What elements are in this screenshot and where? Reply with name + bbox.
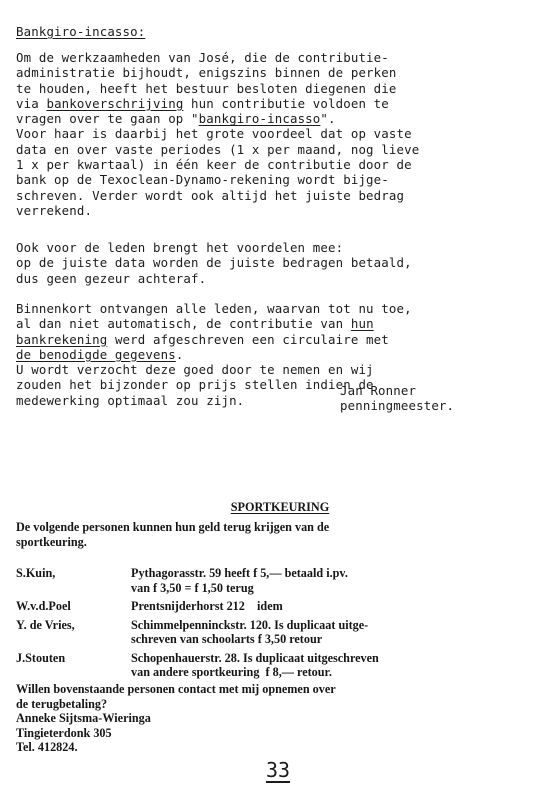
signature-role: penningmeester. bbox=[340, 398, 455, 414]
text-line: Schimmelpenninckstr. 120. Is duplicaat uitge- bbox=[131, 617, 369, 632]
sportkeuring-closing bbox=[16, 682, 546, 755]
text-line: verrekend. bbox=[16, 202, 93, 218]
refund-entry-name: Y. de Vries, bbox=[16, 617, 75, 632]
text-line: op de juiste data worden de juiste bedragen betaald, bbox=[16, 255, 412, 271]
text-line bbox=[16, 316, 556, 331]
bankgiro-heading-text: Bankgiro-incasso: bbox=[16, 24, 146, 39]
text-line: Ook voor de leden brengt het voordelen mee: bbox=[16, 240, 344, 255]
refund-entry-detail bbox=[131, 618, 546, 647]
text-line: sportkeuring. bbox=[16, 534, 87, 549]
refund-entry bbox=[16, 651, 546, 680]
text-line: Willen bovenstaande personen contact met mij opnemen over bbox=[16, 682, 336, 696]
underlined-text: de benodigde gegevens bbox=[16, 346, 176, 362]
text-line bbox=[16, 347, 556, 362]
text-line: De volgende personen kunnen hun geld terug krijgen van de bbox=[16, 520, 330, 534]
refund-entry bbox=[16, 618, 546, 647]
text-line: Schopenhauerstr. 28. Is duplicaat uitgeschreven bbox=[131, 650, 379, 665]
text-line: schreven van schoolarts f 3,50 retour bbox=[131, 632, 323, 646]
text-run: . bbox=[175, 346, 184, 362]
text-line: van f 3,50 = f 1,50 terug bbox=[131, 580, 254, 595]
page-number: 33 bbox=[265, 758, 291, 782]
sportkeuring-intro bbox=[16, 520, 546, 549]
text-line: Binnenkort ontvangen alle leden, waarvan tot nu toe, bbox=[16, 301, 412, 316]
text-line: Anneke Sijtsma-Wieringa bbox=[16, 711, 151, 725]
text-line: Tingieterdonk 305 bbox=[16, 725, 112, 740]
text-run: werd afgeschreven een circulaire met bbox=[107, 331, 389, 347]
text-line: de terugbetaling? bbox=[16, 696, 108, 711]
text-line: Tel. 412824. bbox=[16, 740, 78, 754]
text-line: te houden, heeft het bestuur besloten diegenen die bbox=[16, 80, 397, 96]
refund-entry bbox=[16, 599, 546, 614]
text-line: U wordt verzocht deze goed door te nemen en wij bbox=[16, 362, 374, 378]
text-line: data en over vaste periodes (1 x per maand, nog lieve bbox=[16, 141, 420, 157]
text-run: vragen over te gaan op " bbox=[16, 111, 199, 127]
text-line: bank op de Texoclean-Dynamo-rekening wordt bijge- bbox=[16, 172, 389, 188]
text-run: via bbox=[16, 95, 47, 111]
bankgiro-heading bbox=[16, 24, 556, 39]
signature-block bbox=[340, 383, 540, 414]
refund-entry-detail bbox=[131, 599, 546, 614]
underlined-text: hun bbox=[350, 316, 374, 332]
text-run: al dan niet automatisch, de contributie van bbox=[16, 316, 351, 332]
refund-entry-name: W.v.d.Poel bbox=[16, 599, 71, 613]
sportkeuring-heading: SPORTKEURING bbox=[230, 500, 330, 514]
bankgiro-paragraph-2 bbox=[16, 240, 556, 286]
refund-list bbox=[16, 566, 546, 680]
text-line: dus geen gezeur achteraf. bbox=[16, 270, 207, 286]
underlined-text: bankgiro-incasso bbox=[198, 111, 321, 127]
bankgiro-paragraph-1 bbox=[16, 50, 556, 218]
text-line: Pythagorasstr. 59 heeft f 5,— betaald i.pv. bbox=[131, 566, 348, 580]
text-line bbox=[16, 96, 556, 111]
text-run: ". bbox=[320, 111, 336, 127]
text-run: hun contributie voldoen te bbox=[183, 95, 389, 111]
text-line: Voor haar is daarbij het grote voordeel dat op vaste bbox=[16, 126, 412, 142]
refund-entry-detail bbox=[131, 651, 546, 680]
refund-entry-name: S.Kuin, bbox=[16, 566, 56, 580]
text-line: Om de werkzaamheden van José, die de contributie- bbox=[16, 50, 389, 65]
text-line: medewerking optimaal zou zijn. bbox=[16, 392, 245, 408]
text-line: schreven. Verder wordt ook altijd het juiste bedrag bbox=[16, 187, 405, 203]
refund-entry-name: J.Stouten bbox=[16, 650, 66, 665]
text-line: 1 x per kwartaal) in één keer de contributie door de bbox=[16, 157, 412, 173]
text-line: Prentsnijderhorst 212 idem bbox=[131, 599, 283, 613]
text-line: administratie bijhoudt, enigszins binnen de perken bbox=[16, 65, 397, 81]
text-line: van andere sportkeuring f 8,— retour. bbox=[131, 665, 332, 679]
signature-name: Jan Ronner bbox=[340, 383, 417, 398]
refund-entry-detail bbox=[131, 566, 546, 595]
text-line: zouden het bijzonder op prijs stellen indien de bbox=[16, 377, 374, 393]
underlined-text: bankoverschrijving bbox=[46, 95, 184, 111]
underlined-text: bankrekening bbox=[16, 331, 108, 347]
text-line bbox=[16, 111, 556, 126]
refund-entry bbox=[16, 566, 546, 595]
text-line bbox=[16, 332, 556, 347]
